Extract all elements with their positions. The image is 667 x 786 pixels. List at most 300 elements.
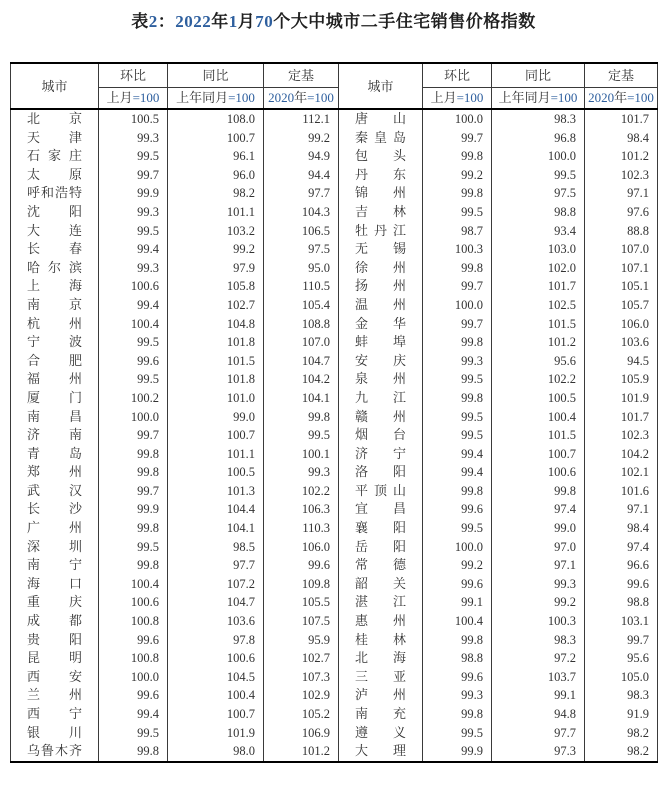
- table-row: [11, 259, 658, 278]
- index-value-cell: 102.3: [585, 166, 658, 185]
- city-cell: 郑州: [11, 463, 99, 482]
- index-value-cell: 100.0: [423, 109, 492, 129]
- index-value-cell: 94.4: [264, 166, 339, 185]
- header-city-right: 城市: [339, 63, 423, 109]
- table-row: [11, 109, 658, 129]
- subheader-yoy-left: 上年同月=100: [168, 88, 264, 110]
- city-cell: 大连: [11, 222, 99, 241]
- index-value-cell: 106.0: [585, 315, 658, 334]
- index-value-cell: 106.0: [264, 538, 339, 557]
- index-value-cell: 102.3: [585, 426, 658, 445]
- index-value-cell: 104.1: [168, 519, 264, 538]
- index-value-cell: 99.3: [492, 575, 585, 594]
- index-value-cell: 103.2: [168, 222, 264, 241]
- city-cell: 沈阳: [11, 203, 99, 222]
- city-cell: 西宁: [11, 705, 99, 724]
- city-cell: 长沙: [11, 500, 99, 519]
- table-row: [11, 389, 658, 408]
- table-row: [11, 352, 658, 371]
- table-row: [11, 222, 658, 241]
- header-yoy-right: 同比: [492, 63, 585, 88]
- index-value-cell: 99.5: [423, 408, 492, 427]
- index-value-cell: 88.8: [585, 222, 658, 241]
- city-cell: 海口: [11, 575, 99, 594]
- index-value-cell: 98.7: [423, 222, 492, 241]
- index-value-cell: 102.7: [264, 649, 339, 668]
- index-value-cell: 100.7: [168, 426, 264, 445]
- index-value-cell: 107.0: [264, 333, 339, 352]
- city-cell: 成都: [11, 612, 99, 631]
- index-value-cell: 110.5: [264, 277, 339, 296]
- index-value-cell: 99.5: [99, 147, 168, 166]
- index-value-cell: 99.7: [585, 631, 658, 650]
- index-value-cell: 99.4: [423, 463, 492, 482]
- city-cell: 青岛: [11, 445, 99, 464]
- city-cell: 湛江: [339, 593, 423, 612]
- index-value-cell: 98.8: [492, 203, 585, 222]
- city-cell: 牡丹江: [339, 222, 423, 241]
- table-row: [11, 538, 658, 557]
- city-cell: 石家庄: [11, 147, 99, 166]
- subheader-base-right: 2020年=100: [585, 88, 658, 110]
- index-value-cell: 97.8: [168, 631, 264, 650]
- index-value-cell: 99.5: [423, 426, 492, 445]
- city-cell: 贵阳: [11, 631, 99, 650]
- index-value-cell: 99.3: [99, 259, 168, 278]
- index-value-cell: 97.1: [585, 184, 658, 203]
- index-value-cell: 103.1: [585, 612, 658, 631]
- index-value-cell: 101.9: [585, 389, 658, 408]
- index-value-cell: 99.8: [423, 333, 492, 352]
- city-cell: 南昌: [11, 408, 99, 427]
- table-row: [11, 296, 658, 315]
- index-value-cell: 101.2: [492, 333, 585, 352]
- city-cell: 长春: [11, 240, 99, 259]
- index-value-cell: 100.4: [168, 686, 264, 705]
- index-value-cell: 105.1: [585, 277, 658, 296]
- index-value-cell: 98.3: [492, 109, 585, 129]
- table-row: [11, 500, 658, 519]
- index-value-cell: 100.5: [492, 389, 585, 408]
- table-row: [11, 240, 658, 259]
- index-value-cell: 99.5: [99, 370, 168, 389]
- index-value-cell: 100.4: [99, 315, 168, 334]
- table-row: [11, 445, 658, 464]
- city-cell: 济南: [11, 426, 99, 445]
- subheader-yoy-right: 上年同月=100: [492, 88, 585, 110]
- city-cell: 三亚: [339, 668, 423, 687]
- table-row: [11, 463, 658, 482]
- index-value-cell: 99.7: [99, 482, 168, 501]
- index-value-cell: 97.4: [492, 500, 585, 519]
- index-value-cell: 94.9: [264, 147, 339, 166]
- city-cell: 呼和浩特: [11, 184, 99, 203]
- city-cell: 杭州: [11, 315, 99, 334]
- table-row: [11, 556, 658, 575]
- index-value-cell: 99.2: [264, 129, 339, 148]
- index-value-cell: 97.2: [492, 649, 585, 668]
- index-value-cell: 103.6: [168, 612, 264, 631]
- city-cell: 赣州: [339, 408, 423, 427]
- subheader-mom-right: 上月=100: [423, 88, 492, 110]
- city-cell: 济宁: [339, 445, 423, 464]
- table-row: [11, 575, 658, 594]
- index-value-cell: 96.0: [168, 166, 264, 185]
- index-value-cell: 99.5: [423, 724, 492, 743]
- index-value-cell: 101.0: [168, 389, 264, 408]
- city-cell: 银川: [11, 724, 99, 743]
- index-value-cell: 99.5: [423, 203, 492, 222]
- index-value-cell: 99.3: [264, 463, 339, 482]
- index-value-cell: 99.5: [99, 333, 168, 352]
- table-row: [11, 649, 658, 668]
- city-cell: 襄阳: [339, 519, 423, 538]
- index-value-cell: 99.8: [99, 519, 168, 538]
- index-value-cell: 99.6: [423, 500, 492, 519]
- index-value-cell: 96.8: [492, 129, 585, 148]
- index-value-cell: 107.1: [585, 259, 658, 278]
- table-row: [11, 519, 658, 538]
- city-cell: 太原: [11, 166, 99, 185]
- header-mom-left: 环比: [99, 63, 168, 88]
- index-value-cell: 103.0: [492, 240, 585, 259]
- city-cell: 福州: [11, 370, 99, 389]
- index-value-cell: 100.2: [99, 389, 168, 408]
- header-base-right: 定基: [585, 63, 658, 88]
- city-cell: 南宁: [11, 556, 99, 575]
- index-value-cell: 106.3: [264, 500, 339, 519]
- table-row: [11, 129, 658, 148]
- city-cell: 徐州: [339, 259, 423, 278]
- index-value-cell: 99.7: [423, 277, 492, 296]
- index-value-cell: 95.6: [585, 649, 658, 668]
- index-value-cell: 102.2: [264, 482, 339, 501]
- index-value-cell: 107.2: [168, 575, 264, 594]
- city-cell: 温州: [339, 296, 423, 315]
- index-value-cell: 99.5: [99, 724, 168, 743]
- city-cell: 天津: [11, 129, 99, 148]
- table-row: [11, 612, 658, 631]
- index-value-cell: 97.4: [585, 538, 658, 557]
- index-value-cell: 100.1: [264, 445, 339, 464]
- index-value-cell: 102.1: [585, 463, 658, 482]
- index-value-cell: 97.7: [264, 184, 339, 203]
- price-index-table: [10, 62, 658, 763]
- header-city-left: 城市: [11, 63, 99, 109]
- index-value-cell: 107.0: [585, 240, 658, 259]
- index-value-cell: 94.8: [492, 705, 585, 724]
- city-cell: 锦州: [339, 184, 423, 203]
- city-cell: 韶关: [339, 575, 423, 594]
- city-cell: 泸州: [339, 686, 423, 705]
- city-cell: 泉州: [339, 370, 423, 389]
- index-value-cell: 99.7: [423, 315, 492, 334]
- index-value-cell: 104.5: [168, 668, 264, 687]
- header-base-left: 定基: [264, 63, 339, 88]
- index-value-cell: 99.5: [492, 166, 585, 185]
- index-value-cell: 103.6: [585, 333, 658, 352]
- index-value-cell: 100.0: [492, 147, 585, 166]
- index-value-cell: 99.8: [423, 259, 492, 278]
- index-value-cell: 105.9: [585, 370, 658, 389]
- index-value-cell: 105.5: [264, 593, 339, 612]
- table-row: [11, 631, 658, 650]
- index-value-cell: 97.9: [168, 259, 264, 278]
- city-cell: 无锡: [339, 240, 423, 259]
- city-cell: 合肥: [11, 352, 99, 371]
- index-value-cell: 100.0: [423, 296, 492, 315]
- city-cell: 乌鲁木齐: [11, 742, 99, 762]
- table-row: [11, 333, 658, 352]
- index-value-cell: 98.2: [585, 724, 658, 743]
- index-value-cell: 107.5: [264, 612, 339, 631]
- city-cell: 兰州: [11, 686, 99, 705]
- city-cell: 大理: [339, 742, 423, 762]
- index-value-cell: 99.3: [423, 686, 492, 705]
- index-value-cell: 101.8: [168, 370, 264, 389]
- index-value-cell: 104.7: [168, 593, 264, 612]
- city-cell: 北京: [11, 109, 99, 129]
- index-value-cell: 98.4: [585, 129, 658, 148]
- index-value-cell: 99.9: [99, 184, 168, 203]
- index-value-cell: 104.8: [168, 315, 264, 334]
- index-value-cell: 99.8: [99, 463, 168, 482]
- index-value-cell: 106.5: [264, 222, 339, 241]
- city-cell: 重庆: [11, 593, 99, 612]
- index-value-cell: 99.6: [99, 686, 168, 705]
- city-cell: 上海: [11, 277, 99, 296]
- index-value-cell: 97.1: [585, 500, 658, 519]
- index-value-cell: 98.3: [585, 686, 658, 705]
- city-cell: 九江: [339, 389, 423, 408]
- index-value-cell: 99.6: [585, 575, 658, 594]
- index-value-cell: 100.8: [99, 649, 168, 668]
- index-value-cell: 99.8: [99, 742, 168, 762]
- index-value-cell: 99.6: [423, 668, 492, 687]
- index-value-cell: 109.8: [264, 575, 339, 594]
- table-row: [11, 184, 658, 203]
- city-cell: 烟台: [339, 426, 423, 445]
- city-cell: 宁波: [11, 333, 99, 352]
- table-row: [11, 408, 658, 427]
- index-value-cell: 94.5: [585, 352, 658, 371]
- index-value-cell: 97.0: [492, 538, 585, 557]
- index-value-cell: 101.2: [585, 147, 658, 166]
- index-value-cell: 106.9: [264, 724, 339, 743]
- index-value-cell: 100.6: [99, 593, 168, 612]
- city-cell: 北海: [339, 649, 423, 668]
- index-value-cell: 99.3: [99, 203, 168, 222]
- index-value-cell: 101.1: [168, 445, 264, 464]
- index-value-cell: 100.7: [492, 445, 585, 464]
- table-row: [11, 668, 658, 687]
- index-value-cell: 101.6: [585, 482, 658, 501]
- city-cell: 武汉: [11, 482, 99, 501]
- index-value-cell: 99.4: [99, 296, 168, 315]
- index-value-cell: 97.6: [585, 203, 658, 222]
- page-title: 表2：2022年1月70个大中城市二手住宅销售价格指数: [131, 12, 536, 31]
- city-cell: 哈尔滨: [11, 259, 99, 278]
- city-cell: 唐山: [339, 109, 423, 129]
- index-value-cell: 103.7: [492, 668, 585, 687]
- index-value-cell: 105.2: [264, 705, 339, 724]
- subheader-mom-left: 上月=100: [99, 88, 168, 110]
- table-row: [11, 482, 658, 501]
- index-value-cell: 98.8: [585, 593, 658, 612]
- index-value-cell: 97.7: [168, 556, 264, 575]
- index-value-cell: 100.0: [423, 538, 492, 557]
- index-value-cell: 101.5: [492, 426, 585, 445]
- index-value-cell: 108.8: [264, 315, 339, 334]
- index-value-cell: 99.4: [423, 445, 492, 464]
- index-value-cell: 98.8: [423, 649, 492, 668]
- table-row: [11, 426, 658, 445]
- index-value-cell: 97.7: [492, 724, 585, 743]
- city-cell: 岳阳: [339, 538, 423, 557]
- index-value-cell: 100.8: [99, 612, 168, 631]
- index-value-cell: 101.7: [585, 109, 658, 129]
- index-value-cell: 104.1: [264, 389, 339, 408]
- subheader-base-left: 2020年=100: [264, 88, 339, 110]
- index-value-cell: 99.8: [423, 184, 492, 203]
- city-cell: 厦门: [11, 389, 99, 408]
- index-value-cell: 99.8: [423, 389, 492, 408]
- index-value-cell: 99.1: [492, 686, 585, 705]
- city-cell: 洛阳: [339, 463, 423, 482]
- index-value-cell: 99.7: [99, 166, 168, 185]
- index-value-cell: 99.8: [423, 482, 492, 501]
- index-value-cell: 98.0: [168, 742, 264, 762]
- index-value-cell: 99.5: [99, 222, 168, 241]
- table-row: [11, 277, 658, 296]
- index-value-cell: 99.8: [423, 705, 492, 724]
- index-value-cell: 96.6: [585, 556, 658, 575]
- index-value-cell: 105.8: [168, 277, 264, 296]
- table-row: [11, 705, 658, 724]
- index-value-cell: 101.7: [492, 277, 585, 296]
- index-value-cell: 112.1: [264, 109, 339, 129]
- index-value-cell: 100.4: [423, 612, 492, 631]
- index-value-cell: 98.3: [492, 631, 585, 650]
- index-value-cell: 100.5: [168, 463, 264, 482]
- table-row: [11, 166, 658, 185]
- index-value-cell: 99.4: [99, 705, 168, 724]
- index-value-cell: 95.9: [264, 631, 339, 650]
- table-row: [11, 370, 658, 389]
- index-value-cell: 105.4: [264, 296, 339, 315]
- index-value-cell: 99.7: [99, 426, 168, 445]
- city-cell: 遵义: [339, 724, 423, 743]
- index-value-cell: 101.3: [168, 482, 264, 501]
- index-value-cell: 105.0: [585, 668, 658, 687]
- table-row: [11, 593, 658, 612]
- index-value-cell: 99.6: [99, 631, 168, 650]
- city-cell: 安庆: [339, 352, 423, 371]
- index-value-cell: 99.7: [423, 129, 492, 148]
- city-cell: 桂林: [339, 631, 423, 650]
- index-value-cell: 100.6: [492, 463, 585, 482]
- index-value-cell: 102.9: [264, 686, 339, 705]
- city-cell: 吉林: [339, 203, 423, 222]
- index-value-cell: 99.6: [264, 556, 339, 575]
- index-value-cell: 102.5: [492, 296, 585, 315]
- index-value-cell: 108.0: [168, 109, 264, 129]
- index-value-cell: 104.2: [585, 445, 658, 464]
- index-value-cell: 99.5: [264, 426, 339, 445]
- city-cell: 丹东: [339, 166, 423, 185]
- index-value-cell: 98.5: [168, 538, 264, 557]
- index-value-cell: 101.9: [168, 724, 264, 743]
- index-value-cell: 100.7: [168, 129, 264, 148]
- table-row: [11, 147, 658, 166]
- index-value-cell: 99.5: [423, 519, 492, 538]
- index-value-cell: 99.9: [423, 742, 492, 762]
- city-cell: 常德: [339, 556, 423, 575]
- index-value-cell: 97.1: [492, 556, 585, 575]
- index-value-cell: 100.5: [99, 109, 168, 129]
- index-value-cell: 100.4: [492, 408, 585, 427]
- index-value-cell: 95.6: [492, 352, 585, 371]
- index-value-cell: 101.2: [264, 742, 339, 762]
- city-cell: 宜昌: [339, 500, 423, 519]
- index-value-cell: 99.8: [99, 556, 168, 575]
- index-value-cell: 97.5: [264, 240, 339, 259]
- index-value-cell: 102.7: [168, 296, 264, 315]
- index-value-cell: 100.0: [99, 408, 168, 427]
- header-mom-right: 环比: [423, 63, 492, 88]
- index-value-cell: 101.5: [492, 315, 585, 334]
- index-value-cell: 101.8: [168, 333, 264, 352]
- table-body: [11, 109, 658, 762]
- index-value-cell: 99.0: [168, 408, 264, 427]
- index-value-cell: 104.3: [264, 203, 339, 222]
- city-cell: 蚌埠: [339, 333, 423, 352]
- index-value-cell: 100.3: [423, 240, 492, 259]
- index-value-cell: 99.5: [99, 538, 168, 557]
- index-value-cell: 99.8: [423, 147, 492, 166]
- city-cell: 西安: [11, 668, 99, 687]
- city-cell: 金华: [339, 315, 423, 334]
- index-value-cell: 110.3: [264, 519, 339, 538]
- index-value-cell: 99.1: [423, 593, 492, 612]
- index-value-cell: 99.8: [492, 482, 585, 501]
- index-value-cell: 99.5: [423, 370, 492, 389]
- header-yoy-left: 同比: [168, 63, 264, 88]
- index-value-cell: 99.2: [168, 240, 264, 259]
- city-cell: 深圳: [11, 538, 99, 557]
- table-header: [11, 63, 658, 109]
- city-cell: 昆明: [11, 649, 99, 668]
- index-value-cell: 102.2: [492, 370, 585, 389]
- index-value-cell: 99.6: [423, 575, 492, 594]
- city-cell: 南京: [11, 296, 99, 315]
- index-value-cell: 99.0: [492, 519, 585, 538]
- index-value-cell: 101.5: [168, 352, 264, 371]
- index-value-cell: 98.4: [585, 519, 658, 538]
- index-value-cell: 100.7: [168, 705, 264, 724]
- index-value-cell: 99.3: [423, 352, 492, 371]
- index-value-cell: 107.3: [264, 668, 339, 687]
- index-value-cell: 93.4: [492, 222, 585, 241]
- index-value-cell: 99.9: [99, 500, 168, 519]
- index-value-cell: 104.2: [264, 370, 339, 389]
- index-value-cell: 104.7: [264, 352, 339, 371]
- index-value-cell: 99.2: [423, 556, 492, 575]
- city-cell: 秦皇岛: [339, 129, 423, 148]
- table-row: [11, 686, 658, 705]
- index-value-cell: 99.3: [99, 129, 168, 148]
- index-value-cell: 104.4: [168, 500, 264, 519]
